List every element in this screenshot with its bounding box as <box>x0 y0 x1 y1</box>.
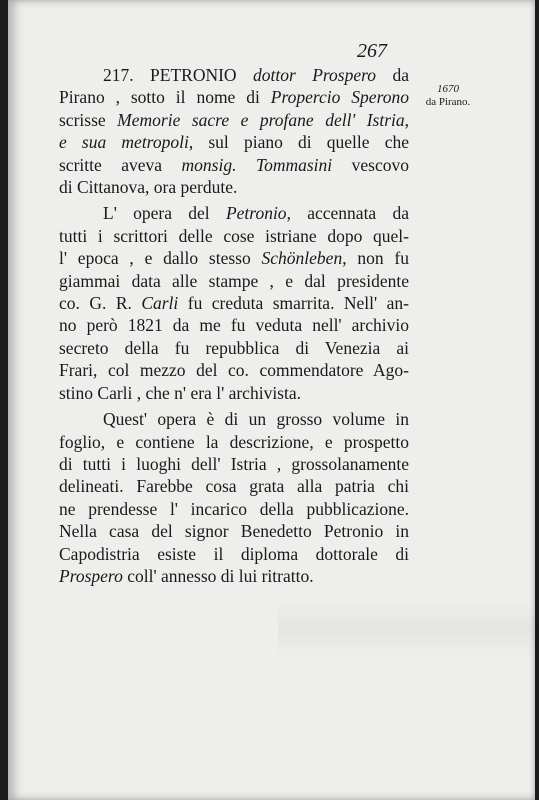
p1-line-4: e sua metropoli, sul piano di quelle che <box>59 132 409 153</box>
p1-line-1 <box>59 64 409 86</box>
p1-line-2: Pirano , sotto il nome di Propercio Sperono <box>59 87 409 108</box>
p2-line-2: tutti i scrittori delle cose istriane dopo quel- <box>59 225 409 246</box>
p3-line-7: Capodistria esiste il diploma dottorale di <box>59 543 409 564</box>
p3-line-2: foglio, e contiene la descrizione, e prospetto <box>59 431 409 452</box>
show-through-shadow <box>278 600 538 660</box>
p2-line-4: giammai data alle stampe , e dal presidente <box>59 270 409 291</box>
margin-note-year: 1670 <box>437 83 459 95</box>
p1-line-3: scrisse Memorie sacre e profane dell' Istria, <box>59 109 409 130</box>
book-page <box>8 0 535 800</box>
work-title: Memorie sacre e profane dell' Istria, <box>117 109 409 130</box>
p2-line-8: Frari, col mezzo del co. commendatore Ago- <box>59 360 409 381</box>
p2-line-5: co. G. R. Carli fu creduta smarrita. Nell' an- <box>59 293 409 314</box>
p2-line-6: no però 1821 da me fu veduta nell' archivio <box>59 315 409 336</box>
entry-da: da <box>392 65 409 85</box>
p2-line-9: stino Carli , che n' era l' archivista. <box>59 382 301 403</box>
p3-line-1: Quest' opera è di un grosso volume in <box>103 409 409 430</box>
pseudonym: Propercio Sperono <box>270 87 409 108</box>
p3-line-5: ne prendesse l' incarico della pubblicazione. <box>59 498 409 519</box>
p2-line-7: secreto della fu repubblica di Venezia ai <box>59 337 409 358</box>
entry-number: 217. <box>103 65 151 85</box>
p2-line-1: L' opera del Petronio, accennata da <box>103 203 410 224</box>
entry-name: PETRONIO <box>150 65 253 85</box>
p3-line-8: Prospero coll' annesso di lui ritratto. <box>59 565 314 586</box>
body-text <box>59 64 409 587</box>
p3-line-3: di tutti i luoghi dell' Istria , grossolanamente <box>59 453 409 474</box>
p3-line-6: Nella casa del signor Benedetto Petronio in <box>59 521 409 542</box>
p1-line-5: scritte aveva monsig. Tommasini vescovo <box>59 154 410 175</box>
p2-line-3: l' epoca , e dallo stesso Schönleben, non fu <box>59 248 409 269</box>
p3-line-4: delineati. Farebbe cosa grata alla patria chi <box>59 476 409 497</box>
page-number: 267 <box>357 40 387 62</box>
margin-note <box>423 83 473 109</box>
p1-line-6: di Cittanova, ora perdute. <box>59 177 238 198</box>
margin-note-place: da Pirano. <box>425 96 471 108</box>
entry-title: dottor Prospero <box>253 65 393 85</box>
